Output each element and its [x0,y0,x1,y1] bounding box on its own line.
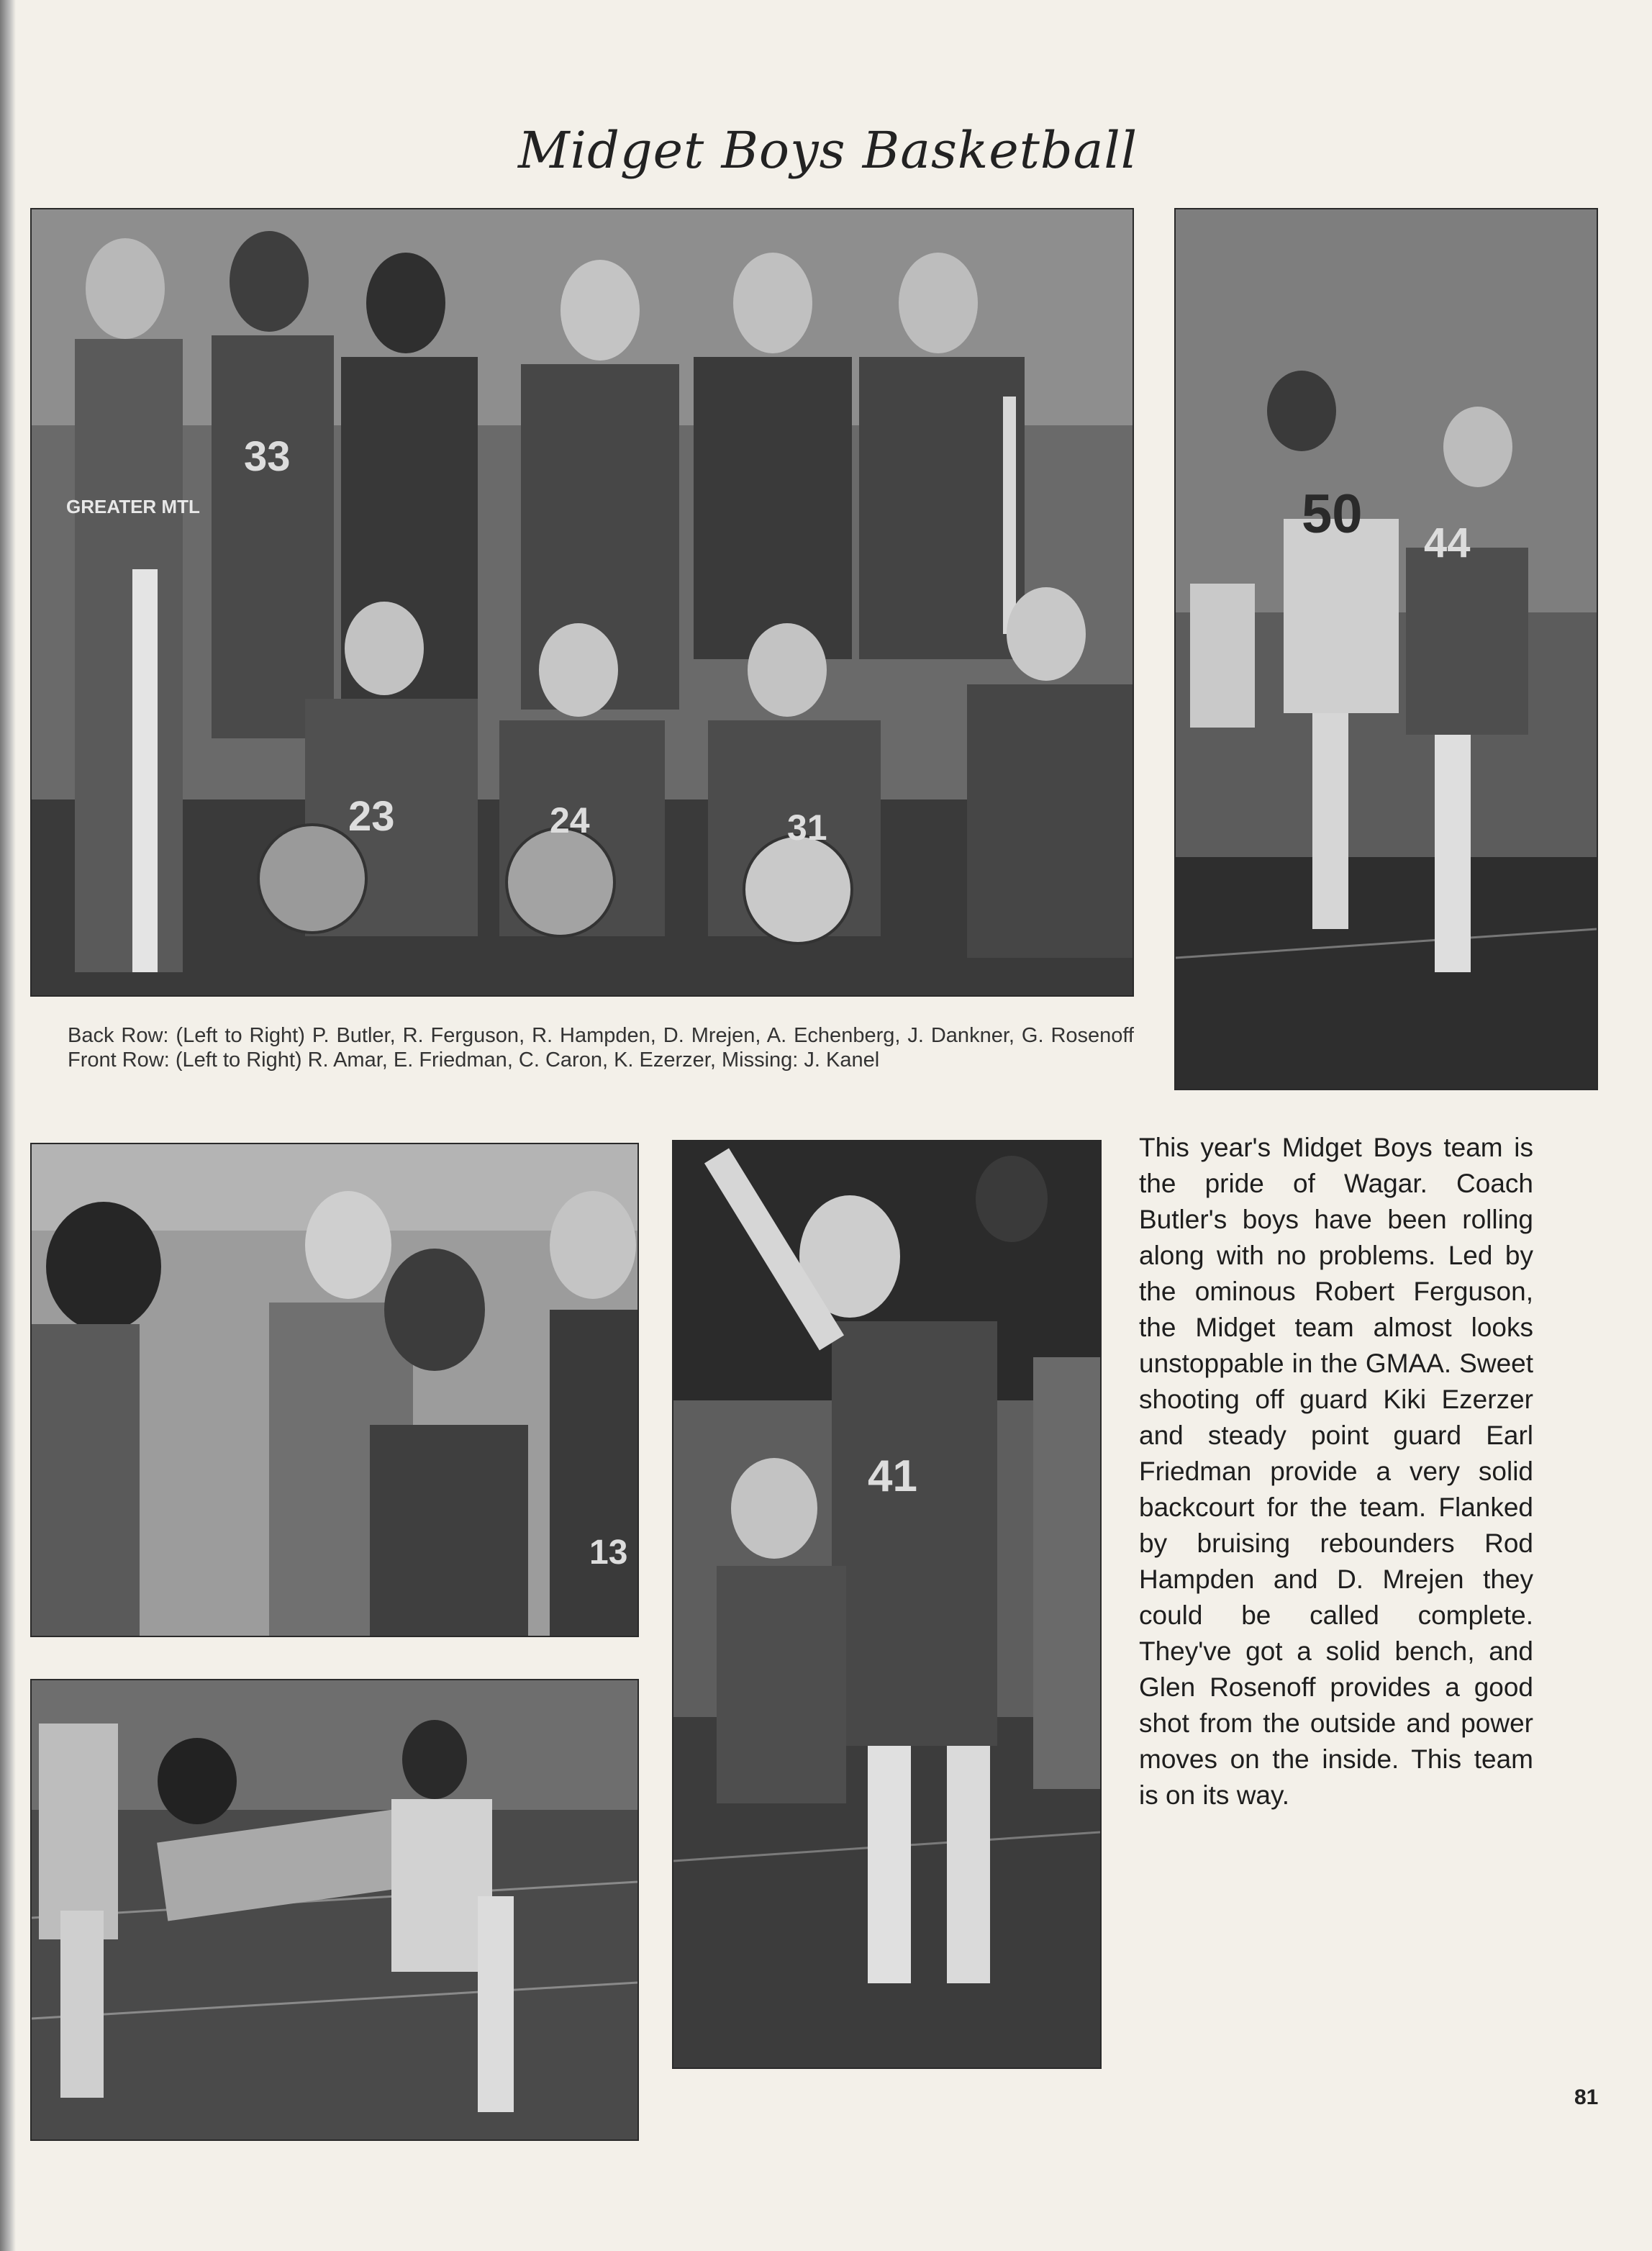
scramble-photo [30,1679,639,2141]
page-binding-edge [0,0,16,2251]
jersey-number: 13 [589,1534,628,1572]
team-photo-caption: Back Row: (Left to Right) P. Butler, R. Ferguson, R. Hampden, D. Mrejen, A. Echenberg, J. Dankner, G. Rosenoff Front Row: (Left to Right) R. Amar, E. Friedman, C. Caron, K. Ezerzer, Missing: J. Kanel [68,1024,1134,1072]
jersey-number: 50 [1302,484,1363,545]
jersey-number: 44 [1424,520,1471,566]
jersey-number: 31 [787,807,827,848]
jump-ball-photo [1174,208,1598,1090]
page-title: Midget Boys Basketball [518,121,1138,180]
jersey-number: 23 [348,793,395,840]
jersey-number: 24 [550,800,590,841]
team-photo [30,208,1134,997]
page-number: 81 [1574,2085,1599,2109]
team-photo-shirt-text: GREATER MTL [66,496,200,517]
huddle-photo [30,1143,639,1637]
layup-photo [672,1140,1102,2069]
jersey-number: 41 [868,1451,917,1501]
jersey-number: 33 [244,433,291,480]
article-text: This year's Midget Boys team is the pride of Wagar. Coach Butler's boys have been rolling along with no problems. Led by the ominous Robert Ferguson, the Midget team almost looks unstoppable in the GMAA. Sweet shooting off guard Kiki Ezerzer and steady point guard Earl Friedman provide a very solid backcourt for the team. Flanked by bruising rebounders Rod Hampden and D. Mrejen they could be called complete. They've got a solid bench, and Glen Rosenoff provides a good shot from the outside and power moves on the inside. This team is on its way. [1139,1133,1533,1810]
